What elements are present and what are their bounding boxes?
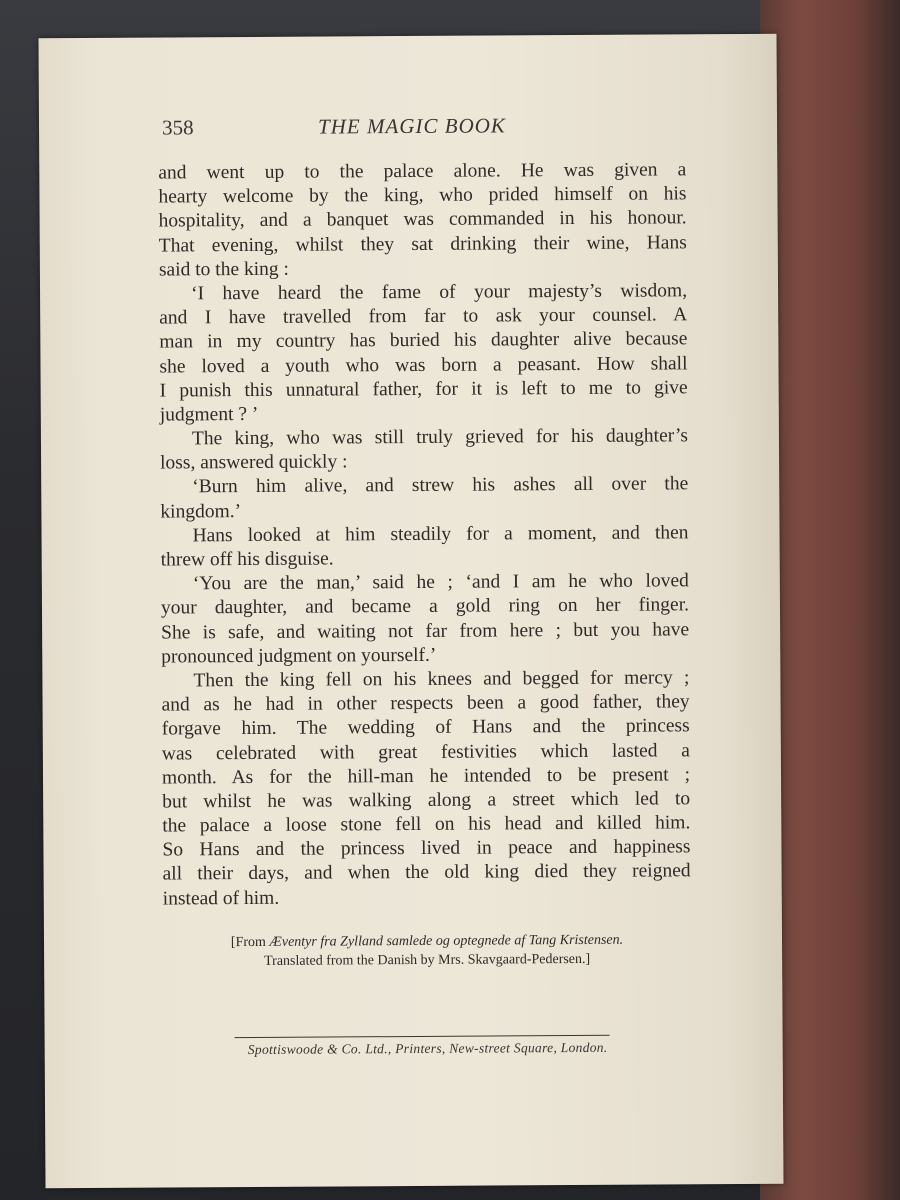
text-line: threw off his disguise. — [160, 548, 334, 571]
text-line: I punish this unnatural father, for it is left to me to give — [159, 376, 688, 402]
book-page — [38, 34, 783, 1188]
text-line: Hans looked at him steadily for a moment, and then — [192, 522, 689, 547]
source-note — [163, 930, 691, 971]
text-line: loss, answered quickly : — [160, 451, 348, 474]
body-text — [158, 158, 691, 911]
text-line: said to the king : — [158, 258, 289, 281]
printer-imprint: Spottiswoode & Co. Ltd., Printers, New-street Square, London. — [247, 1039, 608, 1058]
source-note-prefix: [From — [230, 934, 270, 951]
text-line: forgave him. The wedding of Hans and the princess — [161, 715, 690, 740]
text-line: the palace a loose stone fell on his head and killed him. — [162, 812, 691, 837]
text-line: she loved a youth who was born a peasant. How shall — [159, 352, 688, 378]
text-line: kingdom.’ — [160, 500, 242, 523]
text-line: ‘You are the man,’ said he ; ‘and I am he who loved — [192, 570, 689, 595]
text-line: She is safe, and waiting not far from here ; but you have — [161, 618, 690, 644]
text-line: So Hans and the princess lived in peace and happiness — [162, 836, 691, 861]
page-number: 358 — [161, 115, 194, 140]
text-line: was celebrated with great festivities which lasted a — [161, 739, 690, 765]
text-line: Then the king fell on his knees and begged for mercy ; — [193, 667, 690, 692]
text-line: month. As for the hill-man he intended to be present ; — [161, 763, 691, 789]
text-line: man in my country has buried his daughter alive because — [159, 328, 688, 353]
text-line: instead of him. — [162, 887, 280, 910]
text-line: and as he had in other respects been a good father, they — [161, 691, 690, 716]
text-line: all their days, and when the old king died they reigned — [162, 860, 691, 885]
text-line: ‘Burn him alive, and strew his ashes all over the — [192, 473, 689, 498]
source-note-title: Æventyr fra Zylland samlede og optegnede af Tang Kristensen. — [269, 932, 624, 950]
text-line: That evening, whilst they sat drinking their wine, Hans — [158, 231, 687, 257]
text-line: judgment ? ’ — [159, 403, 259, 426]
text-line: and went up to the palace alone. He was given a — [158, 159, 687, 184]
text-line: hearty welcome by the king, who prided himself on his — [158, 183, 687, 208]
text-line: ‘I have heard the fame of your majesty’s wisdom, — [190, 280, 688, 305]
source-note-line-1 — [163, 930, 691, 952]
source-note-line-2: Translated from the Danish by Mrs. Skavgaard-Pedersen.] — [264, 951, 591, 969]
footer-rule — [235, 1035, 610, 1038]
text-line: hospitality, and a banquet was commanded in his honour. — [158, 207, 687, 232]
text-line: The king, who was still truly grieved for his daughter’s — [191, 425, 688, 450]
text-line: but whilst he was walking along a street which led to — [162, 788, 691, 813]
text-line: your daughter, and became a gold ring on her finger. — [160, 594, 690, 619]
page-header — [162, 112, 692, 145]
text-line: pronounced judgment on yourself.’ — [161, 644, 437, 668]
running-title: THE MAGIC BOOK — [317, 113, 506, 139]
text-line: and I have travelled from far to ask your counsel. A — [159, 304, 688, 329]
